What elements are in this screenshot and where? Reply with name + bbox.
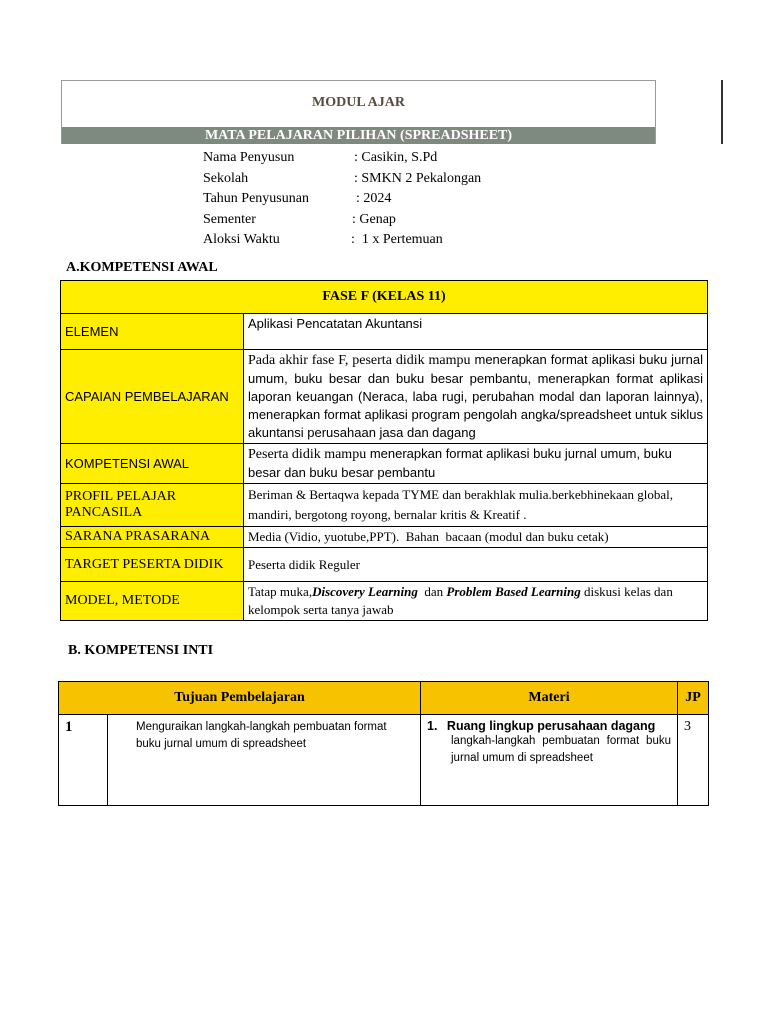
kompetensi-inti-table (58, 681, 709, 806)
info-value: : Casikin, S.Pd (354, 150, 438, 165)
materi-desc: langkah-langkah pembuatan format buku jurnal umum di spreadsheet (451, 735, 671, 764)
materi-title-text: Ruang lingkup perusahaan dagang (446, 719, 656, 733)
section-b-heading: B. KOMPETENSI INTI (68, 643, 214, 658)
info-value: : Genap (352, 211, 396, 227)
row-label: ELEMEN (61, 314, 244, 350)
info-label: Sementer (203, 211, 256, 227)
materi-cell (421, 715, 678, 806)
kompetensi-awal-table (60, 280, 708, 621)
row-label: SARANA PRASARANA (61, 527, 244, 548)
row-label: CAPAIAN PEMBELAJARAN (61, 350, 244, 444)
method-text: diskusi kelas dan kelompok serta tanya jawab (248, 584, 673, 617)
header-tujuan: Tujuan Pembelajaran (59, 682, 421, 715)
row-value-lead: Peserta didik mampu (248, 447, 367, 462)
row-label: TARGET PESERTA DIDIK (61, 548, 244, 582)
table-header-row (61, 281, 708, 314)
row-value: Peserta didik Reguler (244, 548, 708, 582)
info-label: Sekolah (203, 170, 249, 186)
method-text: dan (417, 584, 447, 599)
info-value: : SMKN 2 Pekalongan (354, 170, 482, 186)
table-row (61, 548, 708, 582)
document-title: MODUL AJAR (312, 95, 405, 110)
table-row (61, 484, 708, 527)
info-label: Nama Penyusun (203, 150, 295, 165)
row-label: MODEL, METODE (61, 582, 244, 621)
row-value (244, 582, 708, 621)
row-value: Beriman & Bertaqwa kepada TYME dan berakhlak mulia.berkebhinekaan global, mandiri, bergotong royong, bernalar kritis & Kreatif . (244, 484, 708, 527)
header-materi: Materi (421, 682, 678, 715)
row-value (244, 444, 708, 484)
table-row (59, 715, 709, 806)
row-value-rest: menerapkan format aplikasi buku jurnal umum, buku besar dan buku besar pembantu, menerapkan format aplikasi laporan keuangan (Neraca, laba rugi, perubahan modal dan laporan lainnya), menerapkan format aplikasi program pengolah angka/spreadsheet untuk siklus akuntansi perusahaan jasa dan dagang (248, 352, 703, 440)
row-value-lead: Pada akhir fase F, peserta didik mampu (248, 353, 471, 368)
row-number: 1 (59, 715, 108, 806)
subject-banner: MATA PELAJARAN PILIHAN (SPREADSHEET) (62, 127, 655, 144)
jp-value: 3 (678, 715, 709, 806)
row-value-rest: menerapkan format aplikasi buku jurnal umum, buku besar dan buku besar pembantu (248, 446, 672, 480)
row-value: Aplikasi Pencatatan Akuntansi (244, 314, 708, 350)
row-value (244, 350, 708, 444)
materi-number: 1. (427, 719, 438, 733)
table-row (61, 444, 708, 484)
materi-title (427, 719, 671, 733)
info-value: : 2024 (356, 191, 392, 206)
row-value: Media (Vidio, yuotube,PPT). Bahan bacaan (modul dan buku cetak) (244, 527, 708, 548)
table-row (61, 527, 708, 548)
row-label: PROFIL PELAJAR PANCASILA (61, 484, 244, 527)
header-jp: JP (678, 682, 709, 715)
row-label: KOMPETENSI AWAL (61, 444, 244, 484)
section-a-heading: A.KOMPETENSI AWAL (66, 260, 218, 275)
tujuan-text: Menguraikan langkah-langkah pembuatan format buku jurnal umum di spreadsheet (108, 715, 421, 806)
fase-header: FASE F (KELAS 11) (61, 281, 708, 314)
info-label: Aloksi Waktu (203, 232, 280, 247)
table-row (61, 582, 708, 621)
document-header (61, 80, 656, 144)
method-pbl: Problem Based Learning (446, 584, 581, 599)
method-text: Tatap muka, (248, 584, 313, 599)
table-row (61, 314, 708, 350)
margin-line (721, 80, 723, 144)
table-row (61, 350, 708, 444)
table-header-row (59, 682, 709, 715)
info-label: Tahun Penyusunan (203, 191, 309, 206)
method-discovery: Discovery Learning (312, 584, 418, 599)
info-value: : 1 x Pertemuan (351, 232, 443, 247)
